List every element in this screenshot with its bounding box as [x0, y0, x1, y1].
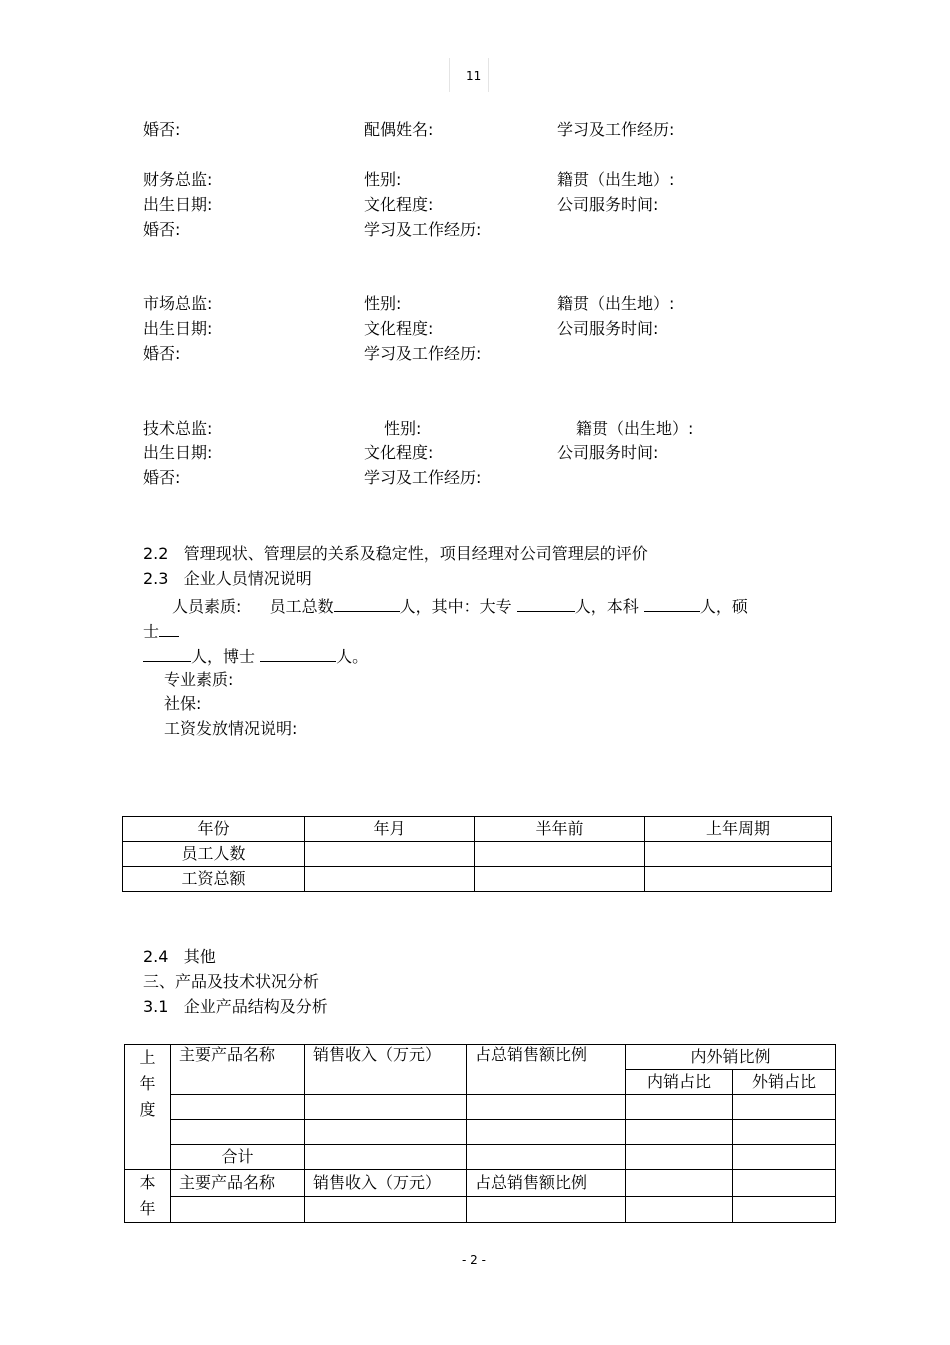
cto-education-label: 文化程度: [364, 443, 434, 462]
row-label-total-salary: 工资总额 [123, 867, 305, 892]
this-year-label: 本年 [125, 1170, 171, 1223]
table-cell[interactable] [171, 1120, 305, 1145]
cto-marital-label: 婚否: [143, 468, 181, 487]
col-sales-ratio-this-year: 占总销售额比例 [467, 1170, 626, 1197]
header-half-year-ago: 半年前 [475, 817, 645, 842]
cfo-birth-label: 出生日期: [143, 195, 213, 214]
doctor-count-blank[interactable] [260, 645, 336, 662]
table-cell[interactable] [171, 1196, 305, 1223]
page-footer: - 2 - [462, 1253, 486, 1267]
table-cell[interactable] [626, 1095, 733, 1120]
section-2-3-heading: 2.3 企业人员情况说明 [143, 569, 312, 588]
cmo-gender-label: 性别: [364, 294, 402, 313]
table-row [125, 1120, 836, 1145]
table-cell[interactable] [305, 1145, 467, 1170]
cmo-origin-label: 籍贯（出生地）: [557, 294, 675, 313]
header-last-year-period: 上年周期 [645, 817, 832, 842]
total-label: 合计 [171, 1145, 305, 1170]
cto-birth-label: 出生日期: [143, 443, 213, 462]
cfo-label: 财务总监: [143, 170, 213, 189]
spouse-name-label: 配偶姓名: [364, 120, 434, 139]
staff-unit-college: 人，其中：大专 [399, 597, 512, 616]
table-cell[interactable] [467, 1120, 626, 1145]
master-suffix: 士 [143, 622, 160, 641]
table-cell[interactable] [305, 1095, 467, 1120]
table-row [125, 1145, 836, 1170]
table-row [123, 867, 832, 892]
experience-label: 学习及工作经历: [557, 120, 675, 139]
table-cell[interactable] [733, 1095, 836, 1120]
cfo-service-label: 公司服务时间: [557, 195, 659, 214]
section-2-4-heading: 2.4 其他 [143, 947, 216, 966]
col-sales-revenue-this-year: 销售收入（万元） [305, 1170, 467, 1197]
salary-payment-label: 工资发放情况说明: [164, 719, 298, 738]
cfo-education-label: 文化程度: [364, 195, 434, 214]
cfo-gender-label: 性别: [364, 170, 402, 189]
table-cell[interactable] [171, 1095, 305, 1120]
row-label-headcount: 员工人数 [123, 842, 305, 867]
page-number: 11 [466, 69, 482, 83]
bachelor-count-blank[interactable] [644, 595, 700, 612]
last-year-label: 上年度 [125, 1045, 171, 1170]
col-product-name: 主要产品名称 [171, 1045, 305, 1095]
col-sales-ratio: 占总销售额比例 [467, 1045, 626, 1095]
table-cell[interactable] [626, 1120, 733, 1145]
col-domestic-share: 内销占比 [626, 1070, 733, 1095]
table-cell[interactable] [626, 1145, 733, 1170]
col-export-share: 外销占比 [733, 1070, 836, 1095]
cfo-origin-label: 籍贯（出生地）: [557, 170, 675, 189]
table-cell[interactable] [733, 1120, 836, 1145]
cmo-service-label: 公司服务时间: [557, 319, 659, 338]
cmo-experience-label: 学习及工作经历: [364, 344, 482, 363]
doctor-label: 人，博士 [191, 647, 256, 666]
staff-unit-master: 人，硕 [699, 597, 748, 616]
master-count-blank[interactable] [143, 645, 191, 662]
table-cell[interactable] [733, 1196, 836, 1223]
cfo-experience-label: 学习及工作经历: [364, 220, 482, 239]
doctor-unit: 人。 [336, 647, 369, 666]
cto-service-label: 公司服务时间: [557, 443, 659, 462]
cto-label: 技术总监: [143, 419, 213, 438]
table-cell[interactable] [733, 1145, 836, 1170]
cmo-label: 市场总监: [143, 294, 213, 313]
social-security-label: 社保: [164, 694, 202, 713]
section-3-heading: 三、产品及技术状况分析 [143, 972, 320, 991]
table-row [125, 1196, 836, 1223]
staff-quality-label: 人员素质: [172, 597, 242, 616]
table-cell[interactable] [626, 1170, 733, 1197]
section-3-1-heading: 3.1 企业产品结构及分析 [143, 997, 328, 1016]
college-count-blank[interactable] [517, 595, 575, 612]
cto-gender-label: 性别: [384, 419, 422, 438]
table-cell[interactable] [467, 1196, 626, 1223]
table-row [123, 842, 832, 867]
table-cell[interactable] [645, 867, 832, 892]
table-cell[interactable] [475, 842, 645, 867]
table-cell[interactable] [305, 1120, 467, 1145]
cto-origin-label: 籍贯（出生地）: [576, 419, 694, 438]
table-row [125, 1095, 836, 1120]
col-sales-revenue: 销售收入（万元） [305, 1045, 467, 1095]
master-line [143, 620, 179, 642]
staff-unit-bachelor: 人，本科 [574, 597, 639, 616]
staff-total-blank[interactable] [334, 595, 400, 612]
table-cell[interactable] [305, 867, 475, 892]
col-domestic-export-ratio: 内外销比例 [626, 1045, 836, 1070]
cmo-marital-label: 婚否: [143, 344, 181, 363]
product-structure-table [124, 1044, 836, 1223]
cmo-birth-label: 出生日期: [143, 319, 213, 338]
table-cell[interactable] [475, 867, 645, 892]
cto-experience-label: 学习及工作经历: [364, 468, 482, 487]
table-cell[interactable] [305, 1196, 467, 1223]
header-month: 年月 [305, 817, 475, 842]
doctor-line [143, 645, 368, 667]
staff-salary-table [122, 816, 832, 892]
marital-label: 婚否: [143, 120, 181, 139]
table-cell[interactable] [645, 842, 832, 867]
table-cell[interactable] [467, 1145, 626, 1170]
section-2-2-heading: 2.2 管理现状、管理层的关系及稳定性，项目经理对公司管理层的评价 [143, 544, 648, 563]
staff-quality-line [172, 595, 748, 617]
cfo-marital-label: 婚否: [143, 220, 181, 239]
table-cell[interactable] [733, 1170, 836, 1197]
table-cell[interactable] [305, 842, 475, 867]
professional-quality-label: 专业素质: [164, 670, 234, 689]
staff-total-label: 员工总数 [269, 597, 334, 616]
cmo-education-label: 文化程度: [364, 319, 434, 338]
master-blank-a[interactable] [159, 620, 179, 637]
header-year: 年份 [123, 817, 305, 842]
table-cell[interactable] [467, 1095, 626, 1120]
table-cell[interactable] [626, 1196, 733, 1223]
col-product-name-this-year: 主要产品名称 [171, 1170, 305, 1197]
